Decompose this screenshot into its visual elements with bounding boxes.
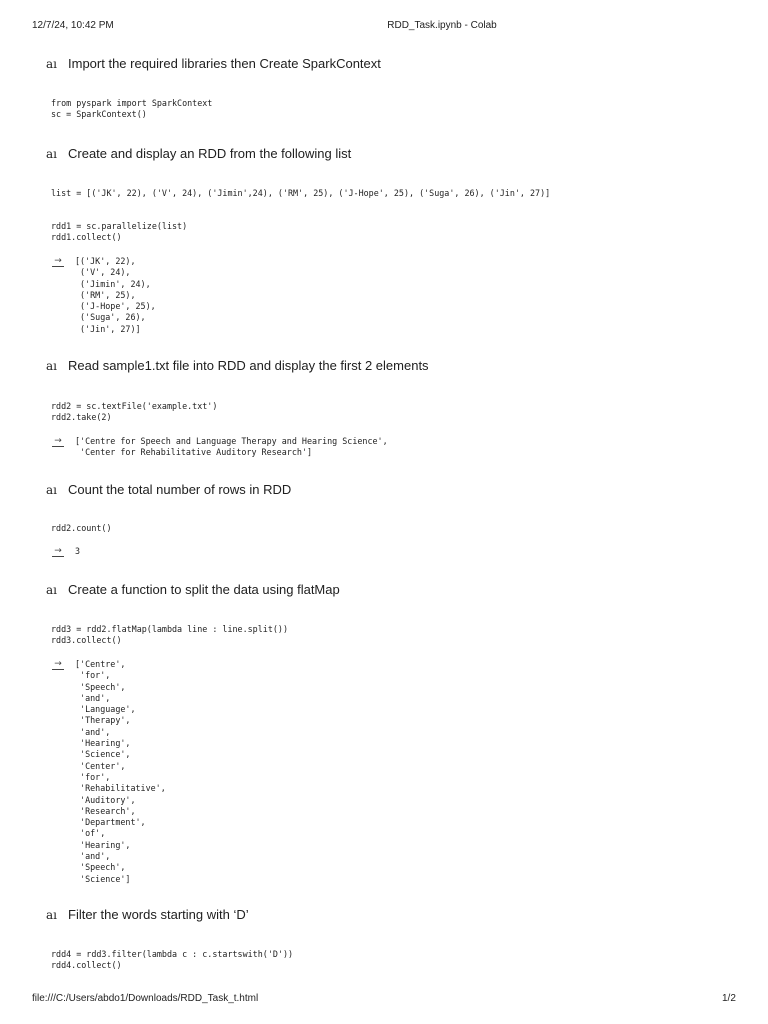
- print-page-number: 1/2: [722, 993, 736, 1004]
- code-cell-import[interactable]: from pyspark import SparkContext sc = SparkContext(): [51, 98, 213, 120]
- code-cell-list[interactable]: list = [('JK', 22), ('V', 24), ('Jimin',24), ('RM', 25), ('J-Hope', 25), ('Suga', 26), ('Jin', 27)]: [51, 188, 551, 198]
- text-format-icon: aı: [46, 908, 57, 922]
- section-heading-count: [46, 482, 291, 497]
- heading-text: Create and display an RDD from the following list: [68, 146, 352, 161]
- section-heading-read-file: [46, 358, 429, 373]
- cell-output-rdd1: [('JK', 22), ('V', 24), ('Jimin', 24), ('RM', 25), ('J-Hope', 25), ('Suga', 26), ('Jin', 27)]: [75, 256, 156, 334]
- section-heading-create-rdd: [46, 146, 351, 161]
- output-toggle-icon[interactable]: [51, 436, 65, 446]
- code-cell-count[interactable]: rdd2.count(): [51, 523, 112, 533]
- code-cell-textfile[interactable]: rdd2 = sc.textFile('example.txt') rdd2.take(2): [51, 401, 218, 423]
- section-heading-import: [46, 56, 381, 71]
- print-file-path: file:///C:/Users/abdo1/Downloads/RDD_Task_t.html: [32, 993, 259, 1004]
- print-title: RDD_Task.ipynb - Colab: [387, 20, 497, 31]
- code-cell-filter[interactable]: rdd4 = rdd3.filter(lambda c : c.startswith('D')) rdd4.collect(): [51, 949, 294, 971]
- text-format-icon: aı: [46, 147, 57, 161]
- heading-text: Import the required libraries then Create SparkContext: [68, 56, 381, 71]
- text-format-icon: aı: [46, 583, 57, 597]
- code-cell-flatmap[interactable]: rdd3 = rdd2.flatMap(lambda line : line.split()) rdd3.collect(): [51, 624, 288, 646]
- text-format-icon: aı: [46, 483, 57, 497]
- cell-output-count: 3: [75, 546, 81, 556]
- section-heading-filter: [46, 907, 249, 922]
- heading-text: Count the total number of rows in RDD: [68, 482, 292, 497]
- output-toggle-icon[interactable]: [51, 659, 65, 669]
- heading-text: Create a function to split the data using flatMap: [68, 582, 340, 597]
- section-heading-flatmap: [46, 582, 340, 597]
- code-cell-parallelize[interactable]: rdd1 = sc.parallelize(list) rdd1.collect(): [51, 221, 188, 243]
- output-toggle-icon[interactable]: [51, 256, 65, 266]
- text-format-icon: aı: [46, 57, 57, 71]
- output-toggle-icon[interactable]: [51, 546, 65, 556]
- cell-output-rdd3: ['Centre', 'for', 'Speech', 'and', 'Language', 'Therapy', 'and', 'Hearing', 'Science', 'Center', 'for', 'Rehabilitative', 'Auditory', 'Research', 'Department', 'of', 'Hearing', 'and', 'Speech', 'Science']: [75, 659, 166, 884]
- cell-output-rdd2-take: ['Centre for Speech and Language Therapy and Hearing Science', 'Center for Rehabilitative Auditory Research']: [75, 436, 388, 458]
- heading-text: Filter the words starting with ‘D’: [68, 907, 249, 922]
- text-format-icon: aı: [46, 359, 57, 373]
- heading-text: Read sample1.txt file into RDD and display the first 2 elements: [68, 358, 429, 373]
- print-datetime: 12/7/24, 10:42 PM: [32, 20, 114, 31]
